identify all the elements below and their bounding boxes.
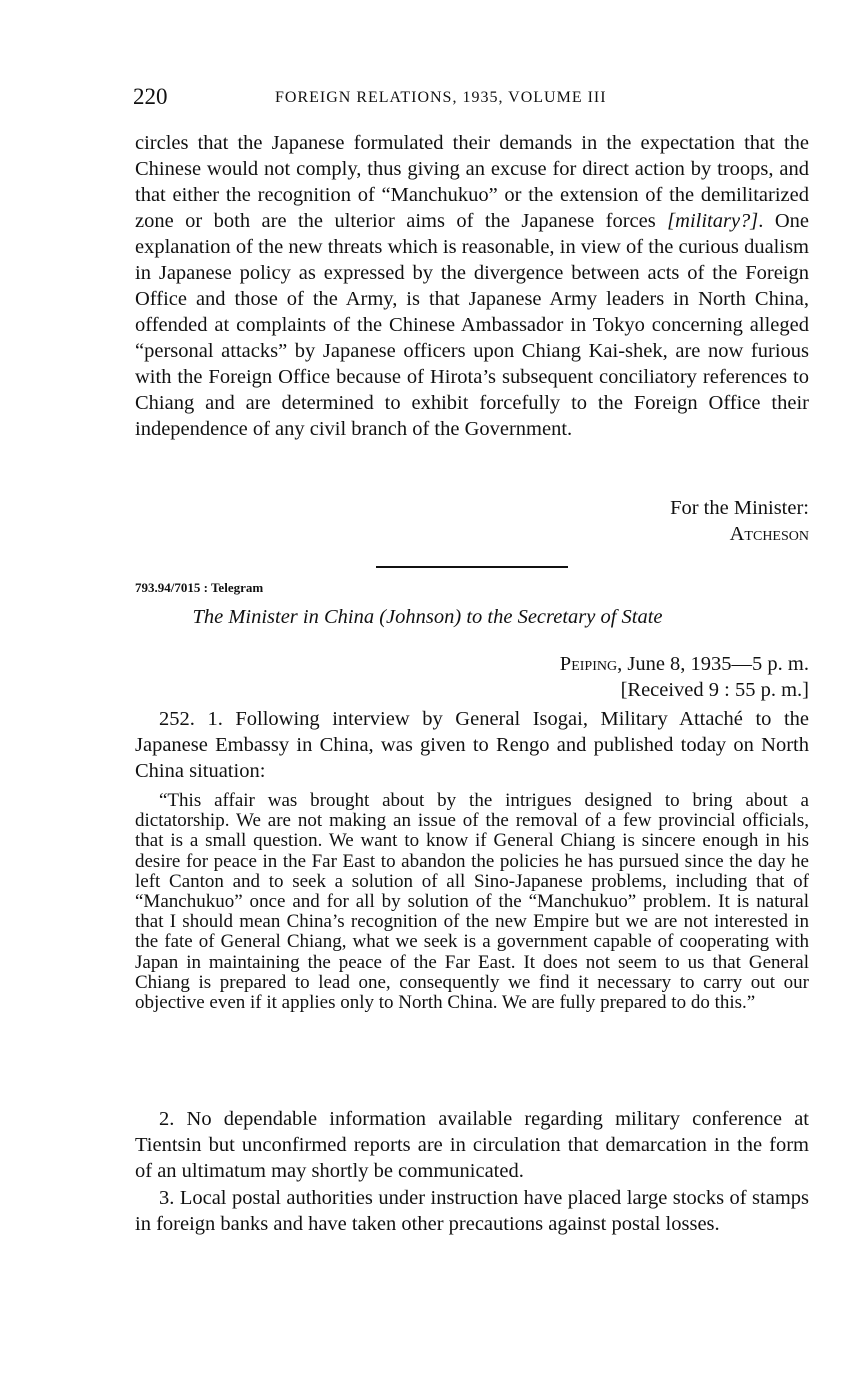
document-title: The Minister in China (Johnson) to the Secretary of State xyxy=(192,606,663,628)
dateline-date: , June 8, 1935—5 p. m. xyxy=(617,653,809,675)
file-reference: 793.94/7015 : Telegram xyxy=(135,580,264,595)
section-divider xyxy=(376,566,568,568)
page-header xyxy=(133,84,809,114)
signature-name: Atcheson xyxy=(729,523,809,545)
dateline-place: Peiping xyxy=(559,653,618,675)
editorial-insertion: [military?] xyxy=(667,210,759,232)
dateline xyxy=(560,651,809,677)
page-number: 220 xyxy=(133,84,168,109)
continued-text-end: . One explanation of the new threats which is reasonable, in view of the curious dualism in Japanese policy as expressed by the divergence between acts of the Foreign Office and those of the Army, is that Japanese Army leaders in North China, offended at complaints of the Chinese Ambassador in Tokyo concerning alleged “personal attacks” by Japanese officers upon Chiang Kai-shek, are now furious with the Foreign Office because of Hirota’s subsequent conciliatory references to Chiang and are determined to exhibit forcefully to the Foreign Office their independence of any civil branch of the Government. xyxy=(135,210,809,440)
paragraph-1: 252. 1. Following interview by General Isogai, Military Attaché to the Japanese Embassy in China, was given to Rengo and published today on North China situation: xyxy=(135,708,809,782)
paragraph-2: 2. No dependable information available regarding military conference at Tientsin but unconfirmed reports are in circulation that demarcation in the form of an ultimatum may shortly be communicated. xyxy=(135,1108,809,1182)
continued-text-start: circles that the Japanese formulated their demands in the expectation that the Chinese would not comply, thus giving an excuse for direct action by troops, and that either the recognition of “Manchukuo” or the extension of the demilitarized zone or both are the ulterior aims of the Japanese forces xyxy=(135,132,809,232)
quoted-interview: “This affair was brought about by the intrigues designed to bring about a dictatorship. We are not making an issue of the removal of a few provincial officials, that is a small question. We want to know if General Chiang is sincere enough in his desire for peace in the Far East to abandon the policies he has pursued since the day he left Canton and to seek a solution of all Sino-Japanese problems, including that of “Manchukuo” once and for all by solution of the “Manchukuo” problem. It is natural that I should mean China’s recognition of the new Empire but we are not interested in the fate of General Chiang, what we seek is a government capable of cooperating with Japan in maintaining the peace of the Far East. It does not seem to us that General Chiang is prepared to lead one, consequently we find it necessary to carry out our objective even if it applies only to North China. We are fully prepared to do this.” xyxy=(135,790,809,1014)
signature-line: For the Minister: xyxy=(670,497,809,519)
continued-paragraph xyxy=(135,130,809,442)
received-note: [Received 9 : 55 p. m.] xyxy=(620,679,809,701)
running-head: FOREIGN RELATIONS, 1935, VOLUME III xyxy=(275,89,607,106)
paragraph-3: 3. Local postal authorities under instruction have placed large stocks of stamps in foreign banks and have taken other precautions against postal losses. xyxy=(135,1187,809,1235)
